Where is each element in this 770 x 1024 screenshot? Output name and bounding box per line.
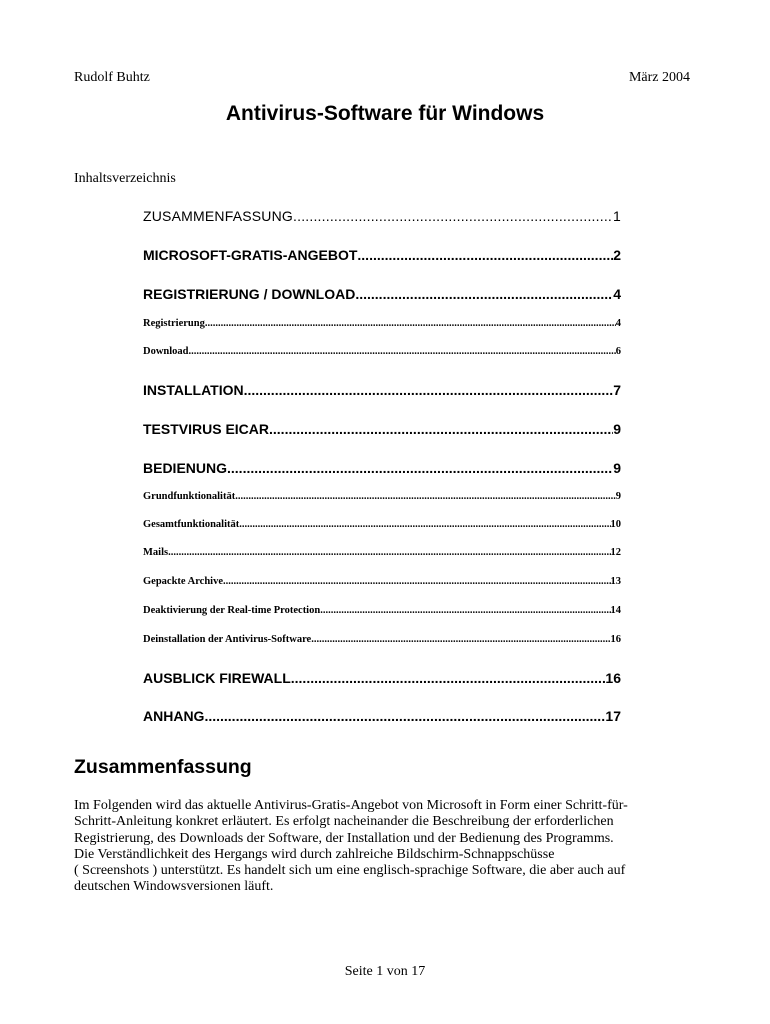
toc-entry-title: Grundfunktionalität bbox=[143, 491, 236, 502]
toc-entry-title: ANHANG bbox=[143, 708, 205, 724]
paragraph-line: Registrierung, des Downloads der Software, der Installation und der Bedienung des Programms. bbox=[74, 830, 614, 846]
toc-label: Inhaltsverzeichnis bbox=[74, 171, 176, 186]
toc-leader bbox=[320, 605, 610, 616]
toc-leader bbox=[235, 491, 616, 502]
toc-leader bbox=[223, 576, 610, 587]
toc-leader bbox=[269, 421, 613, 437]
toc-entry-page: 16 bbox=[605, 670, 621, 686]
toc-entry[interactable] bbox=[143, 634, 621, 645]
toc-leader bbox=[357, 247, 613, 263]
toc-leader bbox=[205, 318, 616, 329]
toc-entry[interactable] bbox=[143, 247, 621, 263]
toc-entry[interactable] bbox=[143, 605, 621, 616]
toc-leader bbox=[227, 460, 613, 476]
toc-entry-page: 7 bbox=[613, 382, 621, 398]
toc-entry-title: MICROSOFT-GRATIS-ANGEBOT bbox=[143, 247, 358, 263]
toc-entry-page: 13 bbox=[610, 576, 621, 587]
paragraph-line: ( Screenshots ) unterstützt. Es handelt sich um eine englisch-sprachige Software, die aber auch auf bbox=[74, 863, 626, 879]
toc-entry-page: 4 bbox=[615, 318, 621, 329]
toc-leader bbox=[168, 547, 610, 558]
toc-entry-page: 9 bbox=[613, 460, 621, 476]
toc-entry-title: Deaktivierung der Real-time Protection bbox=[143, 605, 321, 616]
toc-entry-title: Mails bbox=[143, 547, 169, 558]
document-title: Antivirus-Software für Windows bbox=[225, 102, 545, 125]
paragraph-line: deutschen Windowsversionen läuft. bbox=[74, 879, 274, 895]
toc-entry-title: Gepackte Archive bbox=[143, 576, 224, 587]
toc-entry-title: Download bbox=[143, 346, 189, 357]
toc-entry-title: ZUSAMMENFASSUNG bbox=[143, 208, 294, 224]
toc-entry-title: Gesamtfunktionalität bbox=[143, 519, 240, 530]
toc-leader bbox=[204, 708, 605, 724]
toc-leader bbox=[293, 208, 613, 224]
toc-entry[interactable] bbox=[143, 491, 621, 502]
toc-entry[interactable] bbox=[143, 670, 621, 686]
toc-entry[interactable] bbox=[143, 460, 621, 476]
header-date: März 2004 bbox=[628, 70, 690, 85]
toc-entry[interactable] bbox=[143, 576, 621, 587]
toc-leader bbox=[311, 634, 610, 645]
toc-entry-page: 17 bbox=[605, 708, 621, 724]
section-heading: Zusammenfassung bbox=[74, 756, 252, 778]
page-footer: Seite 1 von 17 bbox=[344, 964, 426, 979]
toc-entry-page: 9 bbox=[615, 491, 621, 502]
toc-entry-page: 14 bbox=[610, 605, 621, 616]
toc-entry[interactable] bbox=[143, 382, 621, 398]
toc-entry-page: 4 bbox=[613, 286, 621, 302]
toc-entry[interactable] bbox=[143, 547, 621, 558]
toc-entry-title: Deinstallation der Antivirus-Software bbox=[143, 634, 312, 645]
toc-entry-title: INSTALLATION bbox=[143, 382, 244, 398]
toc-entry-page: 10 bbox=[610, 519, 621, 530]
toc-entry[interactable] bbox=[143, 286, 621, 302]
toc-entry[interactable] bbox=[143, 708, 621, 724]
toc-entry-page: 9 bbox=[613, 421, 621, 437]
toc-entry[interactable] bbox=[143, 318, 621, 329]
toc-leader bbox=[239, 519, 610, 530]
toc-entry[interactable] bbox=[143, 519, 621, 530]
toc-entry-title: BEDIENUNG bbox=[143, 460, 228, 476]
summary-paragraph bbox=[74, 798, 714, 896]
toc-leader bbox=[291, 670, 606, 686]
toc-entry-page: 2 bbox=[613, 247, 621, 263]
toc-entry-title: AUSBLICK FIREWALL bbox=[143, 670, 291, 686]
paragraph-line: Im Folgenden wird das aktuelle Antivirus-Gratis-Angebot von Microsoft in Form einer Schritt-für- bbox=[74, 798, 628, 813]
toc-leader bbox=[189, 346, 616, 357]
toc-entry-page: 6 bbox=[615, 346, 621, 357]
toc-entry-page: 16 bbox=[610, 634, 621, 645]
toc-entry-title: REGISTRIERUNG / DOWNLOAD bbox=[143, 286, 356, 302]
toc-entry-title: TESTVIRUS EICAR bbox=[143, 421, 270, 437]
toc-entry[interactable] bbox=[143, 208, 621, 224]
paragraph-line: Schritt-Anleitung konkret erläutert. Es erfolgt nacheinander die Beschreibung der erforderlichen bbox=[74, 814, 614, 830]
toc-entry[interactable] bbox=[143, 346, 621, 357]
header-author: Rudolf Buhtz bbox=[74, 70, 150, 85]
toc-entry[interactable] bbox=[143, 421, 621, 437]
toc-entry-page: 1 bbox=[613, 208, 621, 224]
toc-leader bbox=[244, 382, 614, 398]
toc-entry-title: Registrierung bbox=[143, 318, 205, 329]
paragraph-line: Die Verständlichkeit des Hergangs wird durch zahlreiche Bildschirm-Schnappschüsse bbox=[74, 846, 555, 862]
toc-leader bbox=[355, 286, 613, 302]
toc-entry-page: 12 bbox=[610, 547, 621, 558]
